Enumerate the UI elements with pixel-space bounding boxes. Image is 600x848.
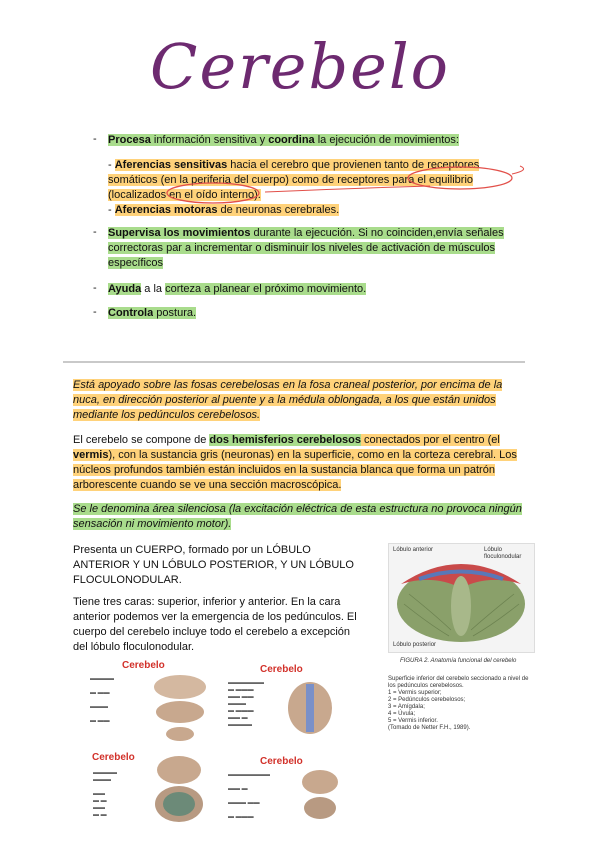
divider <box>63 361 525 363</box>
figure-label: Lóbulo anterior <box>393 547 434 553</box>
bullet-controla <box>108 306 196 321</box>
thumb-lines: ▬▬▬▬ ▬ ▬▬ ▬▬▬ ▬ ▬▬ <box>90 676 114 724</box>
text: 5 = Vermis inferior. <box>388 718 438 724</box>
text: correctoras par a incrementar o disminuir los niveles de activación de músculos <box>108 242 496 254</box>
hl-controla: Controla <box>108 307 154 319</box>
text: Se le denomina área silenciosa (la excitación eléctrica de esta estructura no provoca ningún <box>73 503 522 515</box>
text: la ejecución de movimientos: <box>314 134 459 146</box>
thumb-lines: ▬▬▬▬▬▬▬ ▬▬ ▬ ▬▬▬ ▬▬ ▬ ▬▬▬ <box>228 772 270 820</box>
hl-procesa: Procesa <box>108 134 151 146</box>
paragraph-location <box>73 378 533 423</box>
hl-aferencias-sensitivas: Aferencias sensitivas <box>114 159 228 171</box>
thumb-title: Cerebelo <box>92 752 135 763</box>
figure-label: Lóbulo posterior <box>393 642 437 648</box>
text: nuca, en dirección posterior al puente y a la médula oblongada, a los que están unidos <box>73 394 496 406</box>
thumb-cerebellum-1 <box>150 672 210 742</box>
text: 3 = Amígdala; <box>388 704 425 710</box>
text: arborescente cuando se ve una sección macroscópica. <box>73 479 342 491</box>
bullet-dash: - <box>93 226 97 238</box>
hl-aferencias-motoras: Aferencias motoras <box>114 204 218 216</box>
text: hacia el cerebro que provienen tanto de receptores <box>227 159 480 171</box>
text: ANTERIOR Y UN LÓBULO POSTERIOR, Y UN LÓBULO <box>73 559 354 571</box>
bullet-ayuda <box>108 282 366 297</box>
text: Superficie inferior del cerebelo seccionado a nivel de <box>388 676 529 682</box>
paragraph-lobes <box>73 543 373 588</box>
page-title: Cerebelo <box>150 30 450 103</box>
text: durante la ejecución. Si no coinciden,envía señales <box>250 227 504 239</box>
text: Presenta un CUERPO, formado por un LÓBULO <box>73 544 311 556</box>
text: - <box>108 159 115 171</box>
thumb-cerebellum-2 <box>285 678 335 738</box>
bullet-supervisa <box>108 226 528 271</box>
thumb-cerebellum-3 <box>152 752 207 827</box>
text: núcleos profundos también están incluidos en la sustancia blanca que forma un patrón <box>73 464 495 476</box>
text: mediante los pedúnculos cerebelosos. <box>73 409 261 421</box>
paragraph-faces <box>73 595 378 655</box>
text: Tiene tres caras: superior, inferior y anterior. En la cara <box>73 596 341 608</box>
text: del lóbulo floculonodular. <box>73 641 195 653</box>
hl-supervisa: Supervisa los movimientos <box>108 227 251 239</box>
figure-description <box>388 676 538 732</box>
text: El cerebelo se compone de <box>73 434 210 446</box>
figure-caption: FIGURA 2. Anatomía funcional del cerebelo <box>400 658 517 664</box>
thumb-title: Cerebelo <box>260 664 303 675</box>
thumb-lines: ▬▬▬▬ ▬▬▬ ▬▬ ▬ ▬ ▬▬ ▬ ▬ <box>93 770 117 818</box>
text: somáticos (en la periferia del cuerpo) como de receptores para el equilibrio <box>108 174 474 186</box>
hl-hemisferios: dos hemisferios cerebelosos <box>209 434 361 446</box>
text: 4 = Úvula; <box>388 711 416 717</box>
text: 2 = Pedúnculos cerebelosos; <box>388 697 466 703</box>
text: conectados por el centro (el <box>361 434 500 446</box>
text: específicos <box>108 257 164 269</box>
text: de neuronas cerebrales. <box>217 204 340 216</box>
text: los pedúnculos cerebelosos. <box>388 683 464 689</box>
hl-ayuda: Ayuda <box>108 283 142 295</box>
text: cuerpo del cerebelo incluye todo el cerebelo a excepción <box>73 626 351 638</box>
text: sensación ni movimiento motor). <box>73 518 232 530</box>
paragraph-structure <box>73 433 533 493</box>
bullet-dash: - <box>93 133 97 145</box>
bullet-dash: - <box>93 282 97 294</box>
bullet-dash: - <box>93 306 97 318</box>
figure-label: Lóbulo floculonodular <box>484 547 522 560</box>
text: Está apoyado sobre las fosas cerebelosas en la fosa craneal posterior, por encima de la <box>73 379 503 391</box>
text: - <box>108 204 115 216</box>
thumb-title: Cerebelo <box>122 660 165 671</box>
text: a planear el próximo movimiento. <box>201 283 367 295</box>
hl-corteza: corteza <box>165 283 202 295</box>
text: (localizados en el oído interno). <box>108 189 261 201</box>
thumb-title: Cerebelo <box>260 756 303 767</box>
hl-vermis: vermis <box>73 449 109 461</box>
text: anterior podemos ver la emergencia de los pedúnculos. El <box>73 611 357 623</box>
text: (Tomado de Netter F.H., 1989). <box>388 725 471 731</box>
thumb-cerebellum-4 <box>298 766 343 821</box>
text: información sensitiva y <box>150 134 269 146</box>
hl-coordina: coordina <box>268 134 315 146</box>
cerebellum-figure <box>388 543 535 653</box>
text: 1 = Vermis superior; <box>388 690 442 696</box>
text: a la <box>141 283 166 295</box>
paragraph-silent-area <box>73 502 533 532</box>
thumb-lines: ▬▬▬▬▬▬ ▬ ▬▬▬ ▬▬ ▬▬ ▬▬▬ ▬ ▬▬▬ ▬▬ ▬ ▬▬▬▬ <box>228 680 264 728</box>
text: FLOCULONODULAR. <box>73 574 182 586</box>
text: ), con la sustancia gris (neuronas) en la superficie, como en la corteza cerebral. Los <box>108 449 517 461</box>
text: postura. <box>153 307 197 319</box>
